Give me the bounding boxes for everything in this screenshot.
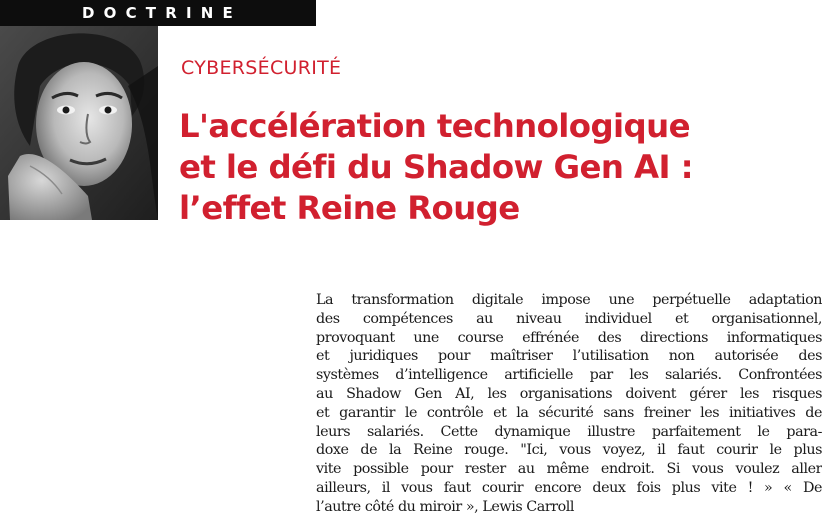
lede-line: doxe de la Reine rouge. "Ici, vous voyez, il faut courir le plus: [316, 442, 822, 459]
lede-line: au Shadow Gen AI, les organisations doivent gérer les risques: [316, 385, 822, 402]
lede-line: ailleurs, il vous faut courir encore deux fois plus vite ! » « De: [316, 479, 822, 496]
article-title-line: et le défi du Shadow Gen AI :: [179, 148, 693, 186]
portrait-image: [0, 26, 158, 220]
article-title: [179, 106, 819, 229]
lede-line: et juridiques pour maîtriser l’utilisation non autorisée des: [316, 348, 822, 365]
article-lede: [316, 291, 822, 517]
lede-line: des compétences au niveau individuel et organisationnel,: [316, 310, 822, 327]
lede-line: et garantir le contrôle et la sécurité sans freiner les initiatives de: [316, 404, 822, 421]
section-label: DOCTRINE: [82, 4, 242, 22]
article-title-line: L'accélération technologique: [179, 107, 690, 145]
article-category: CYBERSÉCURITÉ: [181, 57, 342, 79]
lede-line: leurs salariés. Cette dynamique illustre parfaitement le para-: [316, 423, 822, 440]
article-title-line: l’effet Reine Rouge: [179, 189, 520, 227]
lede-line: La transformation digitale impose une perpétuelle adaptation: [316, 292, 822, 308]
section-banner: [0, 0, 316, 26]
lede-line: l’autre côté du miroir », Lewis Carroll: [316, 498, 575, 515]
author-portrait: [0, 26, 158, 220]
lede-line: provoquant une course effrénée des directions informatiques: [316, 329, 822, 346]
lede-line: systèmes d’intelligence artificielle par les salariés. Confrontées: [316, 367, 822, 384]
lede-line: vite possible pour rester au même endroit. Si vous voulez aller: [316, 461, 822, 478]
